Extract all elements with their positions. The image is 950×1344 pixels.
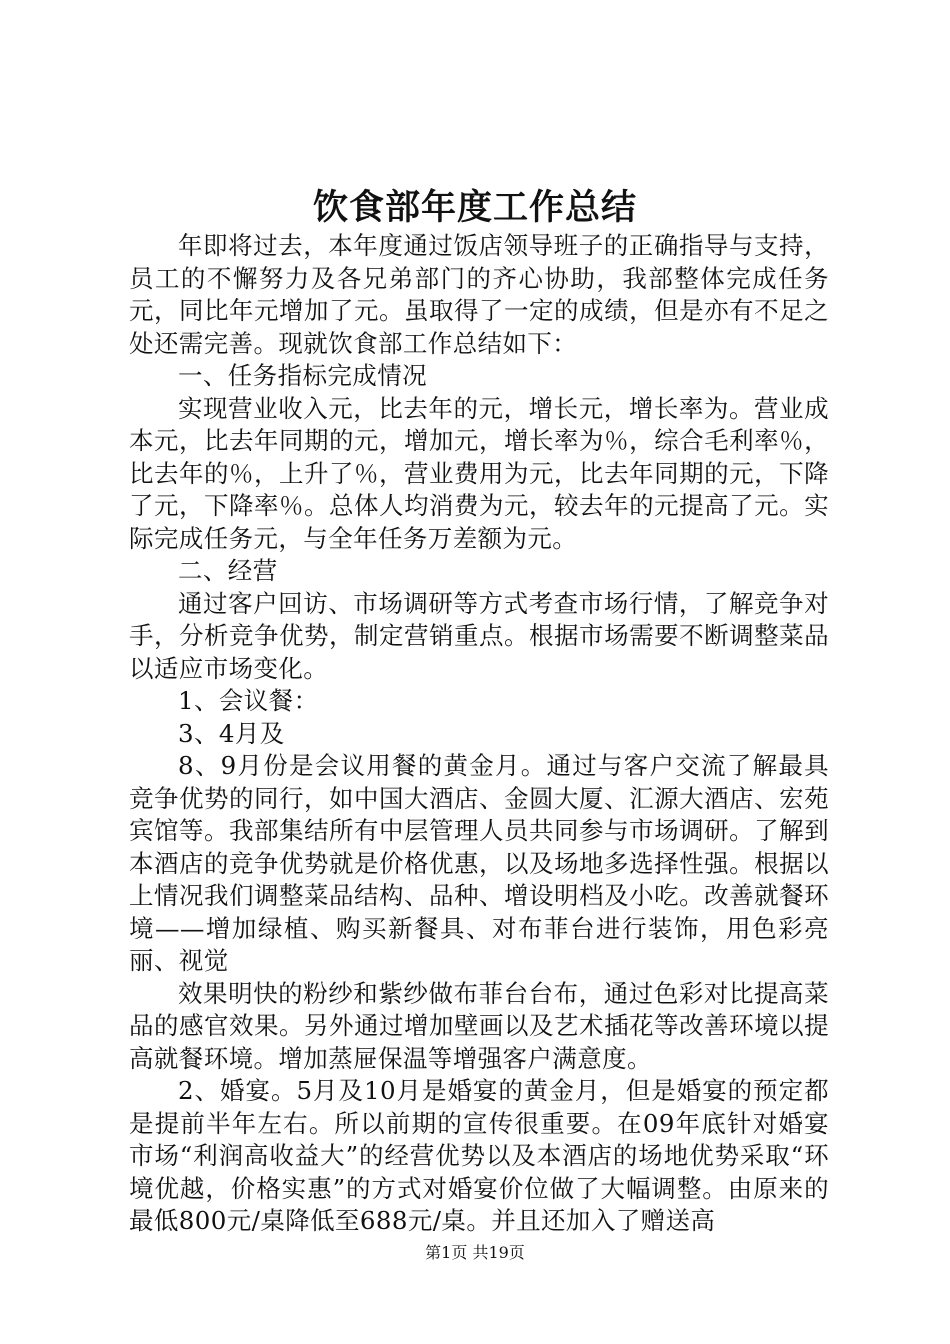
paragraph-task-indicators: 实现营业收入元，比去年的元，增长元，增长率为。营业成本元，比去年同期的元，增加元，增长率为％，综合毛利率％，比去年的％，上升了％，营业费用为元，比去年同期的元，下降了元，下降率％。总体人均消费为元，较去年的元提高了元。实际完成任务元，与全年任务万差额为元。 [129, 393, 829, 553]
subheading-conference-meals: 1、会议餐： [178, 686, 319, 715]
section-heading-operations: 二、经营 [178, 556, 278, 585]
paragraph-months-line: 3、4月及 [178, 718, 285, 748]
section-heading-task-indicators: 一、任务指标完成情况 [178, 361, 427, 390]
page-number-footer: 第1页 共19页 [425, 1243, 525, 1262]
paragraph-wedding-banquet: 2、婚宴。5月及10月是婚宴的黄金月，但是婚宴的预定都是提前半年左右。所以前期的宣传很重要。在09年底针对婚宴市场“利润高收益大”的经营优势以及本酒店的场地优势采取“环境优越，价格实惠”的方式对婚宴价位做了大幅调整。由原来的最低800元/桌降低至688元/桌。并且还加入了赠送高 [129, 1076, 829, 1235]
paragraph-operations: 通过客户回访、市场调研等方式考查市场行情，了解竞争对手，分析竞争优势，制定营销重点。根据市场需要不断调整菜品以适应市场变化。 [129, 588, 829, 683]
paragraph-conference-details: 8、9月份是会议用餐的黄金月。通过与客户交流了解最具竞争优势的同行，如中国大酒店、金圆大厦、汇源大酒店、宏苑宾馆等。我部集结所有中层管理人员共同参与市场调研。了解到本酒店的竞争优势就是价格优惠，以及场地多选择性强。根据以上情况我们调整菜品结构、品种、增设明档及小吃。改善就餐环境——增加绿植、购买新餐具、对布菲台进行装饰，用色彩亮丽、视觉 [129, 751, 829, 975]
paragraph-intro: 年即将过去，本年度通过饭店领导班子的正确指导与支持，员工的不懈努力及各兄弟部门的齐心协助，我部整体完成任务元，同比年元增加了元。虽取得了一定的成绩，但是亦有不足之处还需完善。现就饮食部工作总结如下： [129, 231, 829, 358]
document-title: 饮食部年度工作总结 [312, 187, 637, 228]
paragraph-visual-effects: 效果明快的粉纱和紫纱做布菲台台布，通过色彩对比提高菜品的感官效果。另外通过增加壁画以及艺术插花等改善环境以提高就餐环境。增加蒸屉保温等增强客户满意度。 [129, 978, 829, 1073]
document-body [129, 230, 829, 1238]
